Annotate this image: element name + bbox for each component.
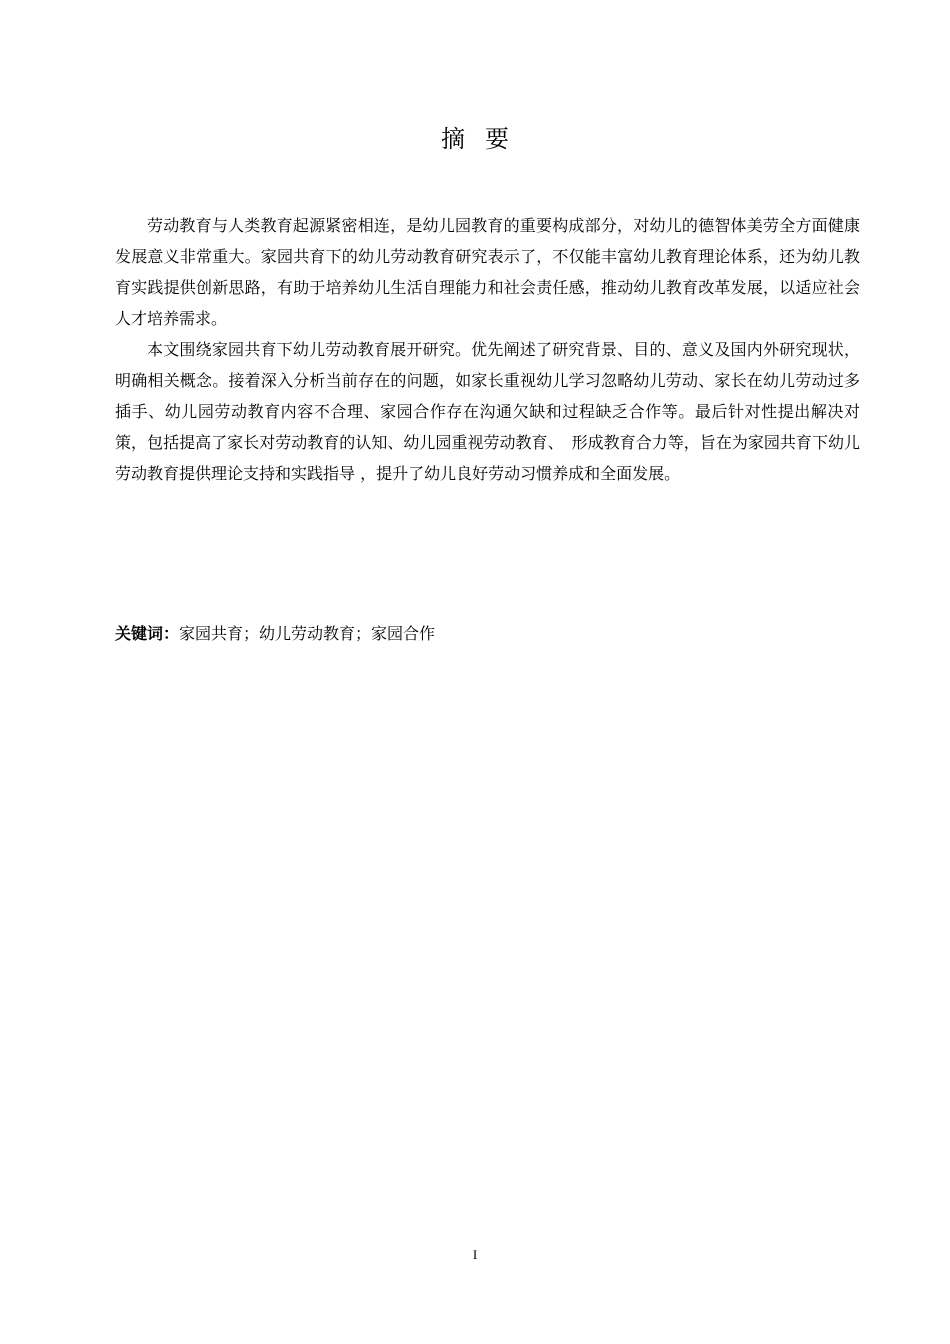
- keywords-label: 关键词：: [115, 624, 180, 643]
- keywords-text: 家园共育；幼儿劳动教育；家园合作: [179, 624, 436, 643]
- abstract-body: [115, 210, 860, 489]
- abstract-paragraph-1: 劳动教育与人类教育起源紧密相连，是幼儿园教育的重要构成部分，对幼儿的德智体美劳全方面健康发展意义非常重大。家园共育下的幼儿劳动教育研究表示了，不仅能丰富幼儿教育理论体系，还为幼儿教育实践提供创新思路，有助于培养幼儿生活自理能力和社会责任感，推动幼儿教育改革发展，以适应社会人才培养需求。: [115, 216, 860, 328]
- keywords-line: [115, 618, 860, 649]
- abstract-paragraph-2: 本文围绕家园共育下幼儿劳动教育展开研究。优先阐述了研究背景、目的、意义及国内外研究现状，明确相关概念。接着深入分析当前存在的问题，如家长重视幼儿学习忽略幼儿劳动、家长在幼儿劳动过多插手、幼儿园劳动教育内容不合理、家园合作存在沟通欠缺和过程缺乏合作等。最后针对性提出解决对策，包括提高了家长对劳动教育的认知、幼儿园重视劳动教育、 形成教育合力等，旨在为家园共育下幼儿劳动教育提供理论支持和实践指导 ，提升了幼儿良好劳动习惯养成和全面发展。: [115, 340, 860, 483]
- page-number: I: [472, 1247, 478, 1262]
- page-title: 摘要: [441, 125, 529, 153]
